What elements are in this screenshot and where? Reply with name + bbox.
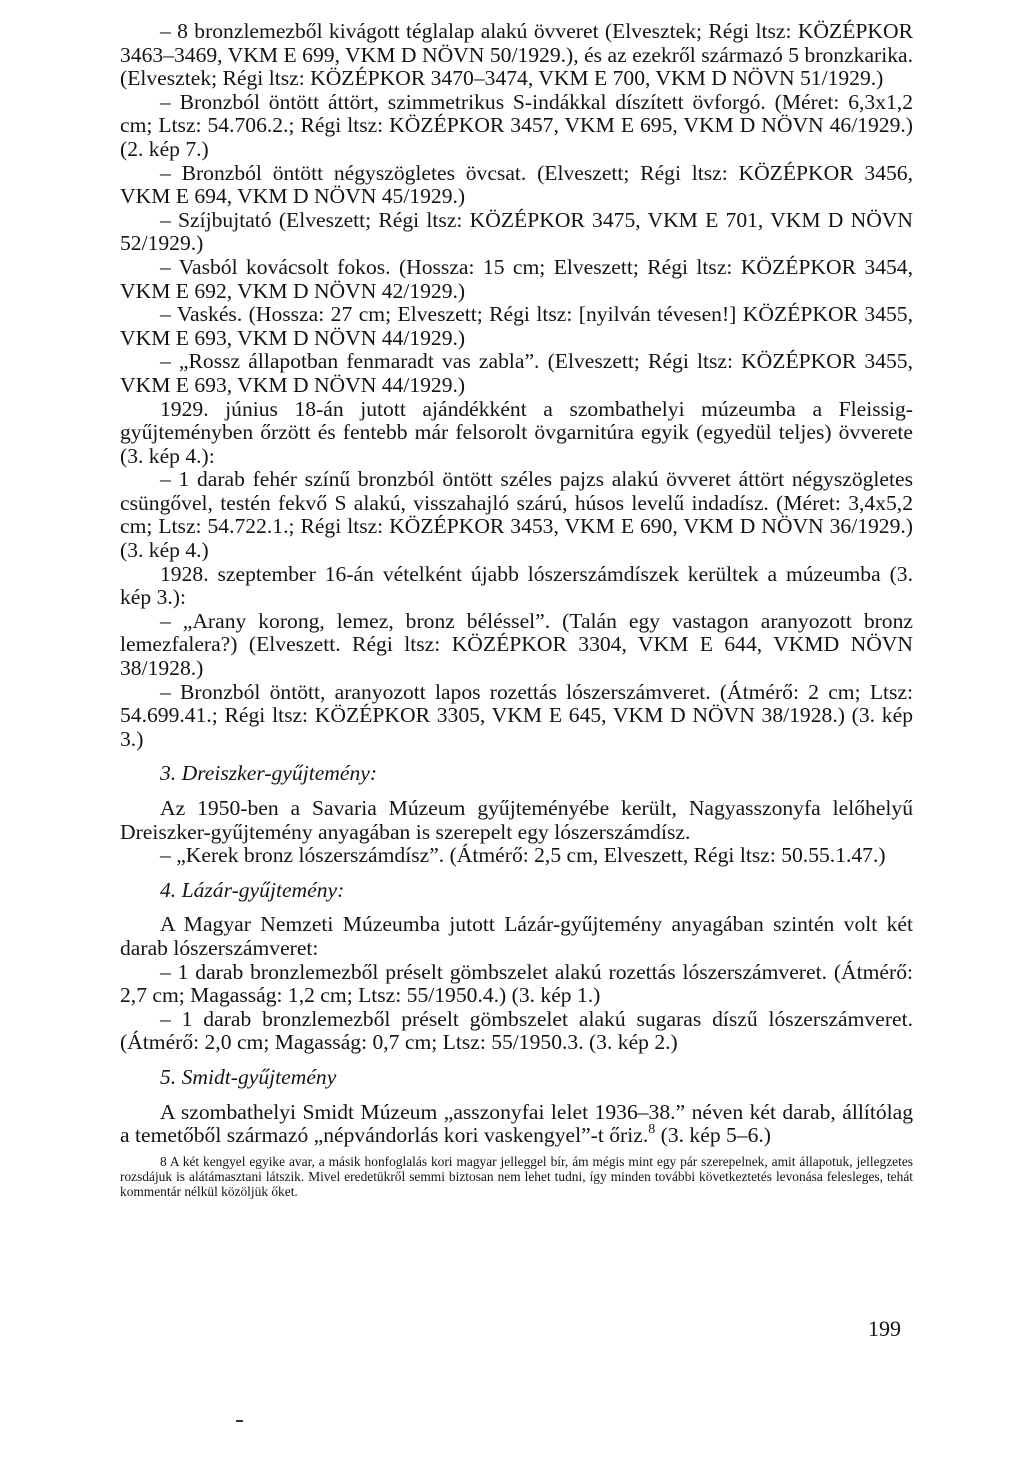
- paragraph: – Bronzból öntött áttört, szimmetrikus S-indákkal díszített övforgó. (Méret: 6,3x1,2 cm; Ltsz: 54.706.2.; Régi ltsz: KÖZÉPKOR 3457, VKM E 695, VKM D NÖVN 46/1929.) (2. kép 7.): [120, 89, 913, 161]
- paragraph: A Magyar Nemzeti Múzeumba jutott Lázár-gyűjtemény anyagában szintén volt két darab lószerszámveret:: [120, 912, 913, 960]
- paragraph: Az 1950-ben a Savaria Múzeum gyűjteményébe került, Nagyasszonyfa lelőhelyű Dreiszker-gyűjtemény anyagában is szerepelt egy lószerszámdísz.: [120, 796, 913, 844]
- paragraph: – Vaskés. (Hossza: 27 cm; Elveszett; Régi ltsz: [nyilván tévesen!] KÖZÉPKOR 3455, VKM E 693, VKM D NÖVN 44/1929.): [120, 302, 913, 350]
- footnote: 8 A két kengyel egyike avar, a másik honfoglalás kori magyar jelleggel bír, ám mégis mint egy pár szerepelnek, amit állapotuk, jellegzetes rozsdájuk is alátámasztani látszik. Mivel eredetükről semmi biztosan nem lehet tudni, így minden további következtetés levonása felesleges, tehát kommentár nélkül közöljük őket.: [120, 1153, 913, 1199]
- paragraph: – 1 darab bronzlemezből préselt gömbszelet alakú rozettás lószerszámveret. (Átmérő: 2,7 cm; Magasság: 1,2 cm; Ltsz: 55/1950.4.) (3. kép 1.): [120, 959, 913, 1008]
- paragraph: – 1 darab bronzlemezből préselt gömbszelet alakú sugaras díszű lószerszámveret. (Átmérő: 2,0 cm; Magasság: 0,7 cm; Ltsz: 55/1950.3. (3. kép 2.): [120, 1006, 913, 1055]
- paragraph: – Vasból kovácsolt fokos. (Hossza: 15 cm; Elveszett; Régi ltsz: KÖZÉPKOR 3454, VKM E 692, VKM D NÖVN 42/1929.): [120, 254, 913, 303]
- scan-mark: [236, 1420, 243, 1422]
- paragraph: – Szíjbujtató (Elveszett; Régi ltsz: KÖZÉPKOR 3475, VKM E 701, VKM D NÖVN 52/1929.): [120, 207, 913, 256]
- paragraph: – 8 bronzlemezből kivágott téglalap alakú övveret (Elvesztek; Régi ltsz: KÖZÉPKOR 3463–3469, VKM E 699, VKM D NÖVN 50/1929.), és az ezekről származó 5 bronzkarika. (Elvesztek; Régi ltsz: KÖZÉPKOR 3470–3474, VKM E 700, VKM D NÖVN 51/1929.): [120, 19, 913, 91]
- paragraph: 1929. június 18-án jutott ajándékként a szombathelyi múzeumba a Fleissig-gyűjteményben őrzött és fentebb már felsorolt övgarnitúra egyik (egyedül teljes) övverete (3. kép 4.):: [120, 396, 913, 468]
- paragraph: 1928. szeptember 16-án vételként újabb lószerszámdíszek kerültek a múzeumba (3. kép 3.):: [120, 561, 913, 610]
- body-text: [120, 20, 913, 1199]
- paragraph: – „Kerek bronz lószerszámdísz”. (Átmérő: 2,5 cm, Elveszett, Régi ltsz: 50.55.1.47.): [160, 843, 886, 868]
- footnote-reference[interactable]: 8: [648, 1122, 656, 1138]
- section-heading: 5. Smidt-gyűjtemény: [160, 1064, 337, 1089]
- paragraph: – Bronzból öntött, aranyozott lapos rozettás lószerszámveret. (Átmérő: 2 cm; Ltsz: 54.699.41.; Régi ltsz: KÖZÉPKOR 3305, VKM E 645, VKM D NÖVN 38/1928.) (3. kép 3.): [120, 679, 913, 751]
- paragraph: – Bronzból öntött négyszögletes övcsat. (Elveszett; Régi ltsz: KÖZÉPKOR 3456, VKM E 694, VKM D NÖVN 45/1929.): [120, 160, 913, 209]
- section-heading: 4. Lázár-gyűjtemény:: [160, 877, 345, 902]
- section-heading: 3. Dreiszker-gyűjtemény:: [160, 761, 378, 786]
- paragraph-with-note: [120, 1101, 913, 1148]
- paragraph-text-end: (3. kép 5–6.): [655, 1123, 771, 1148]
- paragraph-text: A szombathelyi Smidt Múzeum „asszonyfai lelet 1936–38.” néven két darab, állítólag a temetőből származó „népvándorlás kori vaskengyel”-t őriz.: [120, 1099, 913, 1148]
- page-number: 199: [868, 1316, 901, 1341]
- paragraph: – „Rossz állapotban fenmaradt vas zabla”. (Elveszett; Régi ltsz: KÖZÉPKOR 3455, VKM E 693, VKM D NÖVN 44/1929.): [120, 349, 913, 397]
- paragraph: – 1 darab fehér színű bronzból öntött széles pajzs alakú övveret áttört négyszögletes csüngővel, testén fekvő S alakú, visszahajló szárú, húsos levelű indadísz. (Méret: 3,4x5,2 cm; Ltsz: 54.722.1.; Régi ltsz: KÖZÉPKOR 3453, VKM E 690, VKM D NÖVN 36/1929.) (3. kép 4.): [120, 467, 913, 563]
- paragraph: – „Arany korong, lemez, bronz béléssel”. (Talán egy vastagon aranyozott bronz lemezfalera?) (Elveszett. Régi ltsz: KÖZÉPKOR 3304, VKM E 644, VKMD NÖVN 38/1928.): [120, 608, 913, 681]
